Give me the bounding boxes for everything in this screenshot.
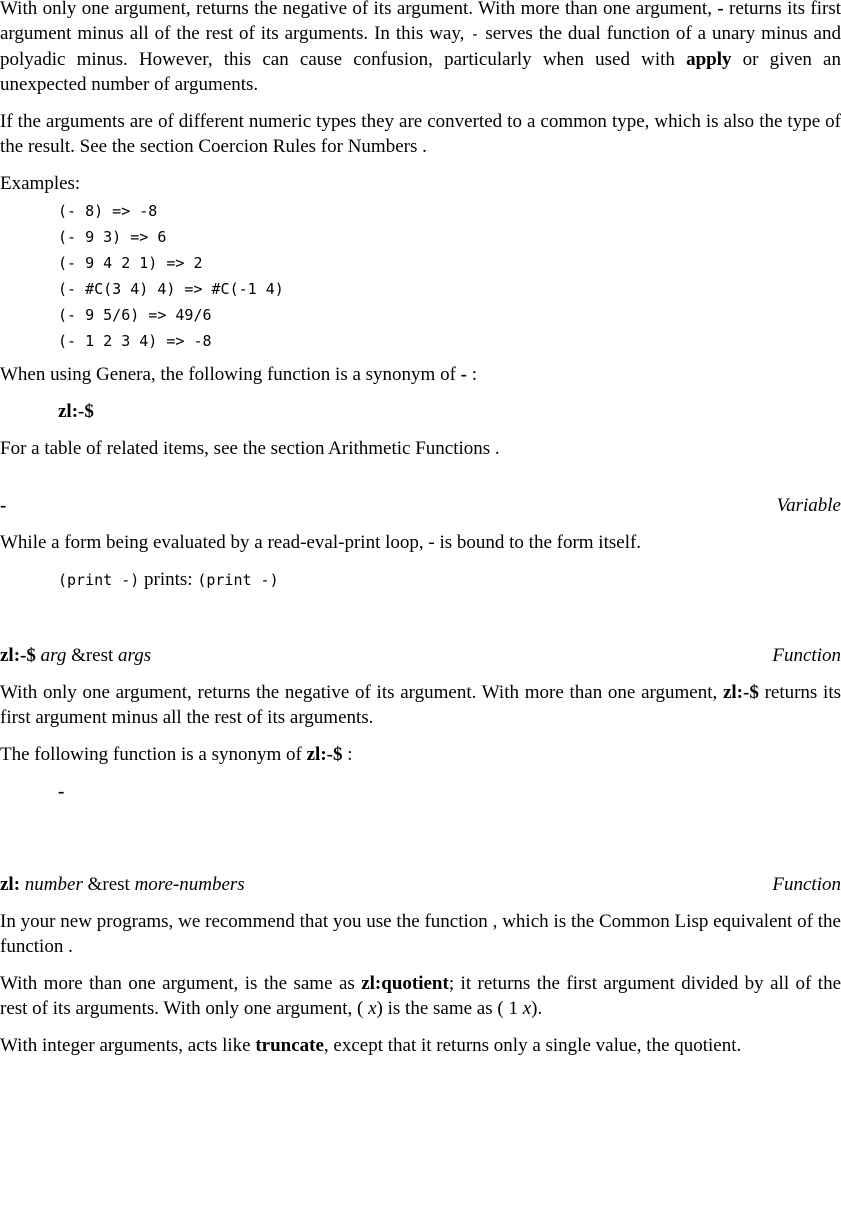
variable-minus-example: (print -) prints: (print -) bbox=[58, 569, 279, 590]
variable-minus-header bbox=[0, 493, 841, 518]
variable-minus-description: While a form being evaluated by a read-eval-print loop, - is bound to the form itself. bbox=[0, 532, 642, 553]
zl-divide-header bbox=[0, 872, 841, 897]
zl-divide-description: With more than one argument, is the same as zl:quotient; it returns the first argument divided by all of the rest of its arguments. With only one argument, ( x) is the same as ( 1 x). bbox=[0, 973, 841, 1019]
example-line: (- 8) => -8 bbox=[58, 202, 158, 220]
synonym-zl-minus: zl:-$ bbox=[58, 401, 94, 422]
entry-type: Function bbox=[772, 874, 841, 895]
entry-type: Function bbox=[772, 645, 841, 666]
example-line: (- 9 5/6) => 49/6 bbox=[58, 306, 212, 324]
example-line: (- 9 4 2 1) => 2 bbox=[58, 254, 203, 272]
entry-name: - bbox=[0, 495, 7, 516]
zl-minus-header bbox=[0, 643, 841, 668]
examples-code-block bbox=[58, 198, 841, 354]
truncate-ref: truncate bbox=[255, 1035, 324, 1056]
zl-divide-integer-note: With integer arguments, acts like truncate, except that it returns only a single value, the quotient. bbox=[0, 1035, 742, 1056]
related-items-text: For a table of related items, see the section Arithmetic Functions . bbox=[0, 438, 500, 459]
quotient-ref: zl:quotient bbox=[361, 973, 449, 994]
entry-type: Variable bbox=[776, 495, 841, 516]
zl-minus-description: With only one argument, returns the negative of its argument. With more than one argument, zl:-$ returns its first argument minus all the rest of its arguments. bbox=[0, 682, 841, 728]
minus-description: With only one argument, returns the negative of its argument. With more than one argument, - returns its first argument minus all of the rest of its arguments. In this way, - serves the dual function of a unary minus and polyadic minus. However, this can cause confusion, particularly when used with apply or given an unexpected number of arguments. bbox=[0, 0, 841, 95]
example-line: (- 1 2 3 4) => -8 bbox=[58, 332, 212, 350]
zl-minus-synonym-text: The following function is a synonym of zl:-$ : bbox=[0, 744, 353, 765]
synonym-minus: - bbox=[58, 781, 65, 802]
entry-signature: zl: number &rest more-numbers bbox=[0, 874, 245, 895]
minus-op: - bbox=[717, 0, 724, 19]
apply-ref: apply bbox=[686, 49, 732, 70]
example-line: (- #C(3 4) 4) => #C(-1 4) bbox=[58, 280, 284, 298]
genera-synonym-text: When using Genera, the following function is a synonym of - : bbox=[0, 364, 478, 385]
minus-op-code: - bbox=[470, 25, 480, 43]
coercion-paragraph: If the arguments are of different numeric types they are converted to a common type, which is also the type of the result. See the section Coercion Rules for Numbers . bbox=[0, 111, 841, 157]
examples-label: Examples: bbox=[0, 173, 81, 194]
zl-divide-recommendation: In your new programs, we recommend that you use the function , which is the Common Lisp equivalent of the function . bbox=[0, 911, 841, 957]
example-line: (- 9 3) => 6 bbox=[58, 228, 167, 246]
entry-signature: zl:-$ arg &rest args bbox=[0, 645, 152, 666]
